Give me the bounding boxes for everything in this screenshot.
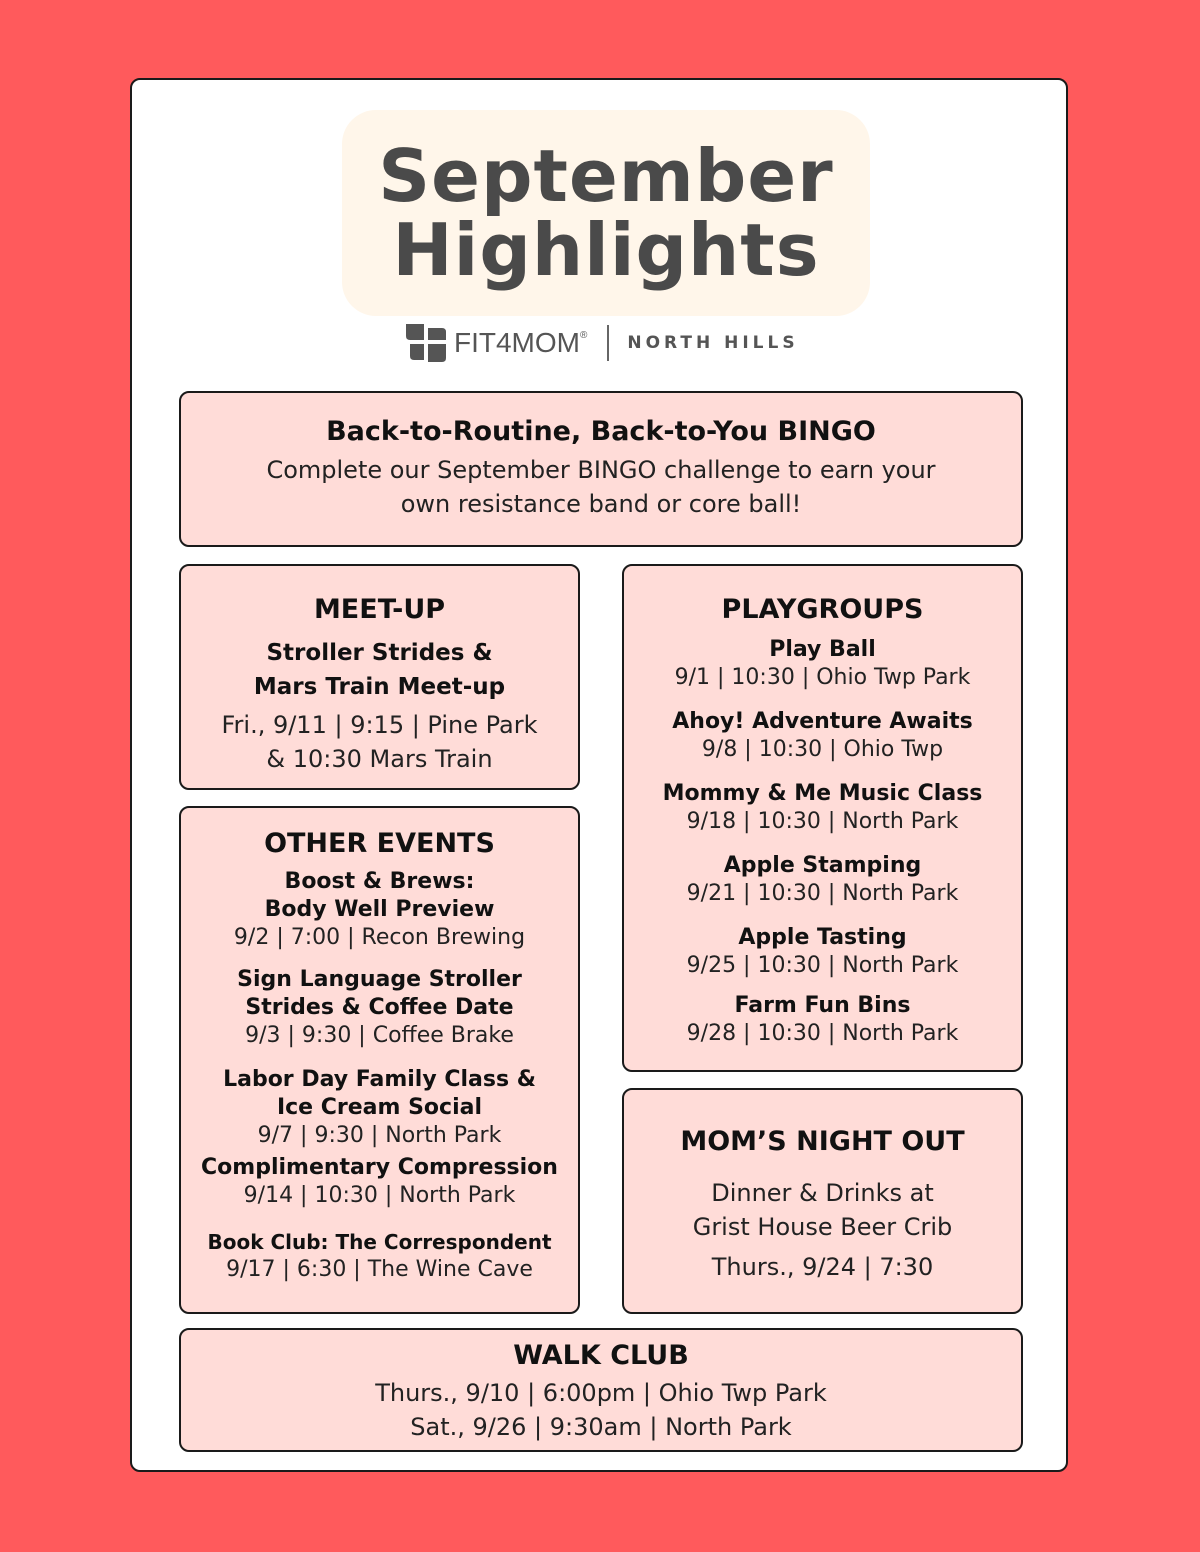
event-title-line1: Book Club: The Correspondent <box>207 1230 552 1254</box>
playgroup-item <box>675 636 971 692</box>
meetup-card <box>179 564 580 790</box>
moms-night-out-heading: MOM’S NIGHT OUT <box>680 1126 965 1157</box>
playgroup-item <box>687 992 959 1048</box>
walk-club-heading: WALK CLUB <box>513 1340 689 1371</box>
bingo-line2: own resistance band or core ball! <box>400 490 802 518</box>
brand-name: FIT4MOM <box>454 327 580 358</box>
event-item <box>207 1228 551 1284</box>
playgroup-item <box>663 780 983 836</box>
fit4mom-logo-icon <box>404 320 450 366</box>
event-item <box>223 1066 536 1150</box>
event-detail: 9/14 | 10:30 | North Park <box>243 1183 516 1208</box>
playgroup-title: Ahoy! Adventure Awaits <box>672 709 973 734</box>
event-detail: 9/17 | 6:30 | The Wine Cave <box>226 1257 533 1282</box>
registered-mark: ® <box>580 330 588 341</box>
page-title-line2: Highlights <box>392 208 820 292</box>
meetup-title-line2: Mars Train Meet-up <box>253 674 506 700</box>
event-detail: 9/7 | 9:30 | North Park <box>257 1123 502 1148</box>
playgroup-detail: 9/8 | 10:30 | Ohio Twp <box>701 737 944 762</box>
playgroup-title: Apple Tasting <box>738 925 907 950</box>
event-title-line2: Body Well Preview <box>264 897 495 922</box>
event-title-line1: Sign Language Stroller <box>237 967 522 992</box>
playgroup-detail: 9/1 | 10:30 | Ohio Twp Park <box>674 665 971 690</box>
event-detail: 9/3 | 9:30 | Coffee Brake <box>245 1023 514 1048</box>
event-detail: 9/2 | 7:00 | Recon Brewing <box>233 925 526 950</box>
brand-logo <box>404 318 824 368</box>
bingo-line1: Complete our September BINGO challenge to earn your <box>266 456 936 484</box>
event-title-line1: Boost & Brews: <box>284 869 475 894</box>
meetup-detail-line2: & 10:30 Mars Train <box>266 745 493 773</box>
location-name: NORTH HILLS <box>627 333 799 353</box>
logo-divider <box>607 325 609 361</box>
event-item <box>201 1154 558 1210</box>
playgroup-title: Play Ball <box>769 637 876 662</box>
moms-night-out-card <box>622 1088 1023 1314</box>
playgroup-detail: 9/18 | 10:30 | North Park <box>686 809 959 834</box>
other-events-card <box>179 806 580 1314</box>
playgroups-card <box>622 564 1023 1072</box>
bingo-card <box>179 391 1023 547</box>
title-box <box>342 110 870 316</box>
flyer-page <box>130 78 1068 1472</box>
playgroup-item <box>672 708 973 764</box>
event-item <box>234 868 525 952</box>
event-title-line1: Complimentary Compression <box>201 1155 558 1180</box>
moms-night-out-line2: Grist House Beer Crib <box>692 1213 953 1241</box>
moms-night-out-line1: Dinner & Drinks at <box>711 1179 934 1207</box>
playgroup-title: Mommy & Me Music Class <box>662 781 983 806</box>
playgroups-heading: PLAYGROUPS <box>721 594 924 625</box>
walk-club-card <box>179 1328 1023 1452</box>
meetup-heading: MEET-UP <box>313 594 446 625</box>
playgroup-item <box>687 924 959 980</box>
walk-club-line1: Thurs., 9/10 | 6:00pm | Ohio Twp Park <box>375 1379 827 1407</box>
moms-night-out-line3: Thurs., 9/24 | 7:30 <box>711 1253 934 1281</box>
event-item <box>237 966 522 1050</box>
meetup-detail-line1: Fri., 9/11 | 9:15 | Pine Park <box>221 711 538 739</box>
meetup-title-line1: Stroller Strides & <box>266 640 493 666</box>
playgroup-detail: 9/21 | 10:30 | North Park <box>686 881 959 906</box>
playgroup-detail: 9/28 | 10:30 | North Park <box>686 1021 959 1046</box>
other-events-heading: OTHER EVENTS <box>264 828 495 859</box>
bingo-title: Back-to-Routine, Back-to-You BINGO <box>326 416 876 447</box>
event-title-line2: Ice Cream Social <box>276 1095 483 1120</box>
event-title-line2: Strides & Coffee Date <box>245 995 514 1020</box>
event-title-line1: Labor Day Family Class & <box>223 1067 536 1092</box>
playgroup-detail: 9/25 | 10:30 | North Park <box>686 953 959 978</box>
walk-club-line2: Sat., 9/26 | 9:30am | North Park <box>410 1413 792 1441</box>
playgroup-title: Farm Fun Bins <box>734 993 911 1018</box>
page-title-line1: September <box>378 134 834 218</box>
playgroup-item <box>687 852 959 908</box>
playgroup-title: Apple Stamping <box>723 853 922 878</box>
